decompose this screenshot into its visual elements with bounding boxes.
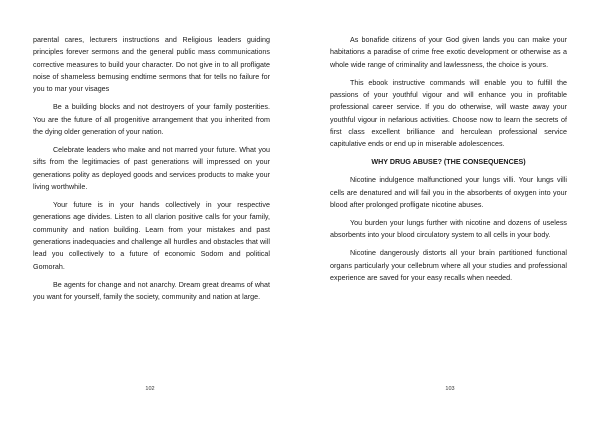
right-page-text — [330, 34, 567, 284]
right-page — [300, 0, 600, 424]
right-page-number: 103 — [445, 386, 455, 392]
left-paragraph-5: Be agents for change and not anarchy. Dream great dreams of what you want for yourself, family the society, community and nation at large. — [33, 280, 270, 301]
left-paragraph-3: Celebrate leaders who make and not marred your future. What you sifts from the legitimacies of past generations will impressed on your generations polity as deployed goods and services products to make your living worthwhile. — [33, 145, 270, 191]
left-paragraph-4: Your future is in your hands collectively in your respective generations age divides. Listen to all clarion positive calls for your family, community and nation building. Learn from your mistakes and past generations inadequacies and challenge all hurdles and obstacles that will lead you collectively to a future of economic Sodom and political Gomorah. — [33, 200, 270, 271]
left-paragraph-2: Be a building blocks and not destroyers of your family posterities. You are the future of all progenitive arrangement that you inherited from the dying older generation of your nation. — [33, 103, 270, 136]
right-paragraph-3: Nicotine indulgence malfunctioned your lungs villi. Your lungs villi cells are denatured and will fail you in the absorbents of oxygen into your blood after prolonged profligate nicotine abuses. — [330, 176, 567, 209]
right-paragraph-4: You burden your lungs further with nicotine and dozens of useless absorbents into your blood circulatory system to all cells in your body. — [330, 218, 567, 240]
left-page-number: 102 — [145, 386, 155, 392]
section-heading: WHY DRUG ABUSE? (THE CONSEQUENCES) — [371, 158, 526, 167]
right-paragraph-5: Nicotine dangerously distorts all your brain partitioned functional organs particularly your cellebrum where all your studies and professional experience are saved for your easy recalls when needed. — [330, 249, 567, 282]
left-paragraph-1: parental cares, lecturers instructions and Religious leaders guiding principles forever sermons and the general public mass communications corrective measures to build your character. Do not give in to all profligate noise of shameless bemusing endtime sermons that for tells no failure for you to mar your visages — [33, 36, 270, 94]
right-paragraph-1: As bonafide citizens of your God given lands you can make your habitations a paradise of crime free exotic development or otherwise as a whole wide range of criminality and lawlessness, the choice is yours. — [330, 36, 567, 69]
left-page-text — [33, 34, 270, 303]
right-paragraph-2: This ebook instructive commands will enable you to fulfill the passions of your youthful vigour and will enhance you in profitable professional career service. If you do otherwise, will waste away your youthful vigour in nefarious activities. Choose now to learn the secrets of first class excellent brilliance and herculean professional service capitulative ends or end up in miserable adolescences. — [330, 78, 567, 149]
